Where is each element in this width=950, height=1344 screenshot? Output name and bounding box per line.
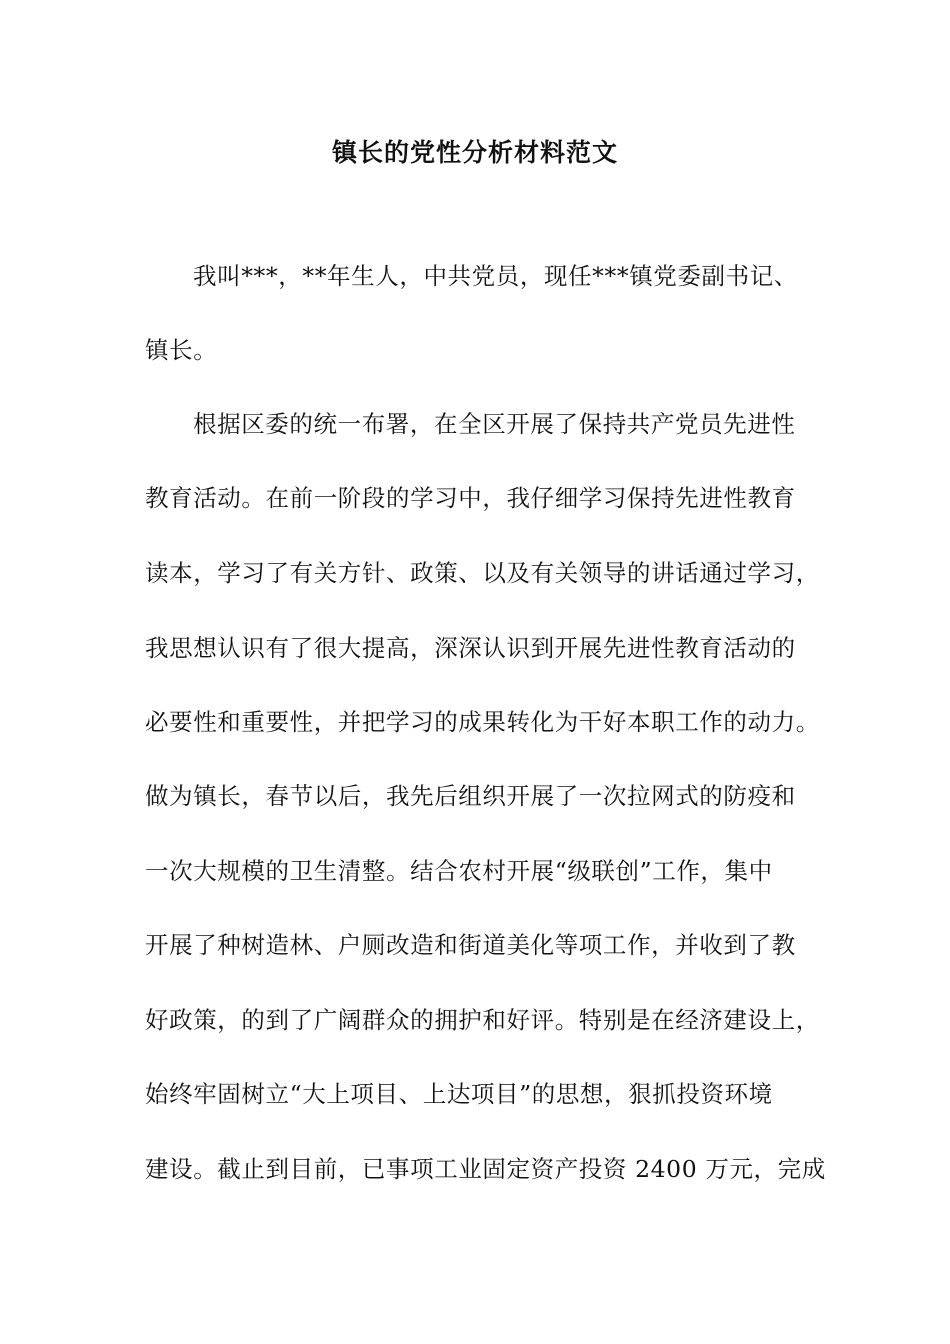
paragraph-line: 始终牢固树立“大上项目、上达项目”的思想，狠抓投资环境 [145,1080,773,1108]
paragraph-line: 必要性和重要性，并把学习的成果转化为干好本职工作的动力。 [145,708,820,736]
paragraph-line: 教育活动。在前一阶段的学习中，我仔细学习保持先进性教育 [145,484,796,512]
paragraph-line: 建设。截止到目前，已事项工业固定资产投资 2400 万元，完成 [145,1155,826,1183]
paragraph-line: 我思想认识有了很大提高，深深认识到开展先进性教育活动的 [145,634,796,662]
paragraph-line: 根据区委的统一布署，在全区开展了保持共产党员先进性 [193,410,796,438]
paragraph-line: 好政策，的到了广阔群众的拥护和好评。特别是在经济建设上， [145,1006,820,1034]
paragraph-line: 镇长。 [145,336,218,364]
paragraph-line: 我叫***，**年生人，中共党员，现任***镇党委副书记、 [193,262,798,290]
paragraph-line: 做为镇长，春节以后，我先后组织开展了一次拉网式的防疫和 [145,782,796,810]
paragraph-line: 读本，学习了有关方针、政策、以及有关领导的讲话通过学习， [145,559,820,587]
paragraph-line: 开展了种树造林、户厕改造和街道美化等项工作，并收到了教 [145,931,796,959]
document-title: 镇长的党性分析材料范文 [331,138,618,167]
paragraph-line: 一次大规模的卫生清整。结合农村开展“级联创”工作，集中 [145,857,773,885]
